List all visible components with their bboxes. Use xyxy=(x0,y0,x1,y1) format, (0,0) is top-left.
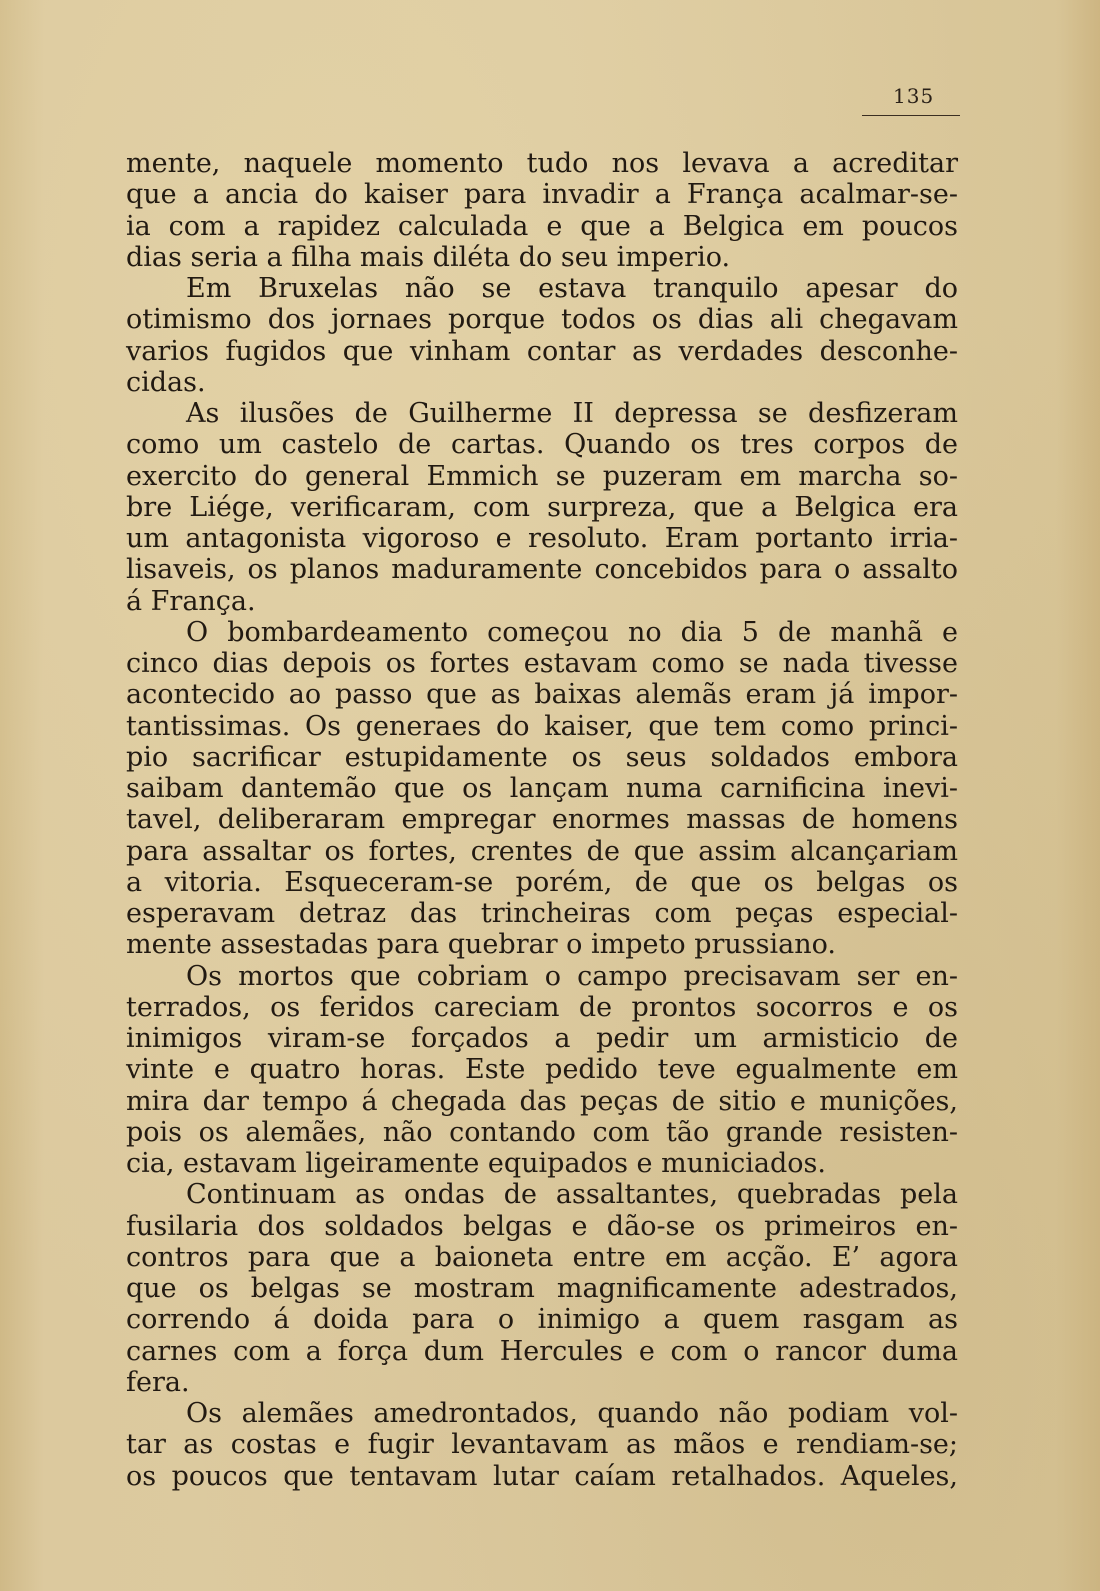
text-line: pois os alemães, não contando com tão grande resisten- xyxy=(126,1116,958,1148)
text-line: cia, estavam ligeiramente equipados e municiados. xyxy=(126,1148,826,1179)
text-line: varios fugidos que vinham contar as verdades desconhe- xyxy=(126,335,958,367)
text-line: O bombardeamento começou no dia 5 de manhã e xyxy=(186,616,958,648)
header-rule xyxy=(862,115,960,116)
text-line: Em Bruxelas não se estava tranquilo apesar do xyxy=(186,273,958,304)
text-line: mente assestadas para quebrar o impeto prussiano. xyxy=(126,929,836,961)
body-text xyxy=(126,148,958,1492)
text-line: fera. xyxy=(126,1366,190,1398)
text-line: acontecido ao passo que as baixas alemãs eram já impor- xyxy=(126,679,958,711)
text-line: Os mortos que cobriam o campo precisavam ser en- xyxy=(186,960,958,992)
text-line: exercito do general Emmich se puzeram em marcha so- xyxy=(126,460,958,492)
text-line: Os alemães amedrontados, quando não podiam vol- xyxy=(186,1398,958,1429)
text-line: para assaltar os fortes, crentes de que assim alcançariam xyxy=(126,835,958,867)
page-number: 135 xyxy=(893,84,935,108)
text-line: pio sacrificar estupidamente os seus soldados embora xyxy=(126,741,958,773)
text-line: ia com a rapidez calculada e que a Belgica em poucos xyxy=(126,210,958,242)
text-line: fusilaria dos soldados belgas e dão-se os primeiros en- xyxy=(126,1210,958,1242)
text-line: contros para que a baioneta entre em acção. E’ agora xyxy=(126,1241,958,1273)
text-line: Continuam as ondas de assaltantes, quebradas pela xyxy=(186,1179,958,1211)
text-line: os poucos que tentavam lutar caíam retalhados. Aqueles, xyxy=(126,1460,958,1492)
text-line: tavel, deliberaram empregar enormes massas de homens xyxy=(126,804,958,836)
text-line: dias seria a filha mais diléta do seu imperio. xyxy=(126,241,731,273)
text-line: mente, naquele momento tudo nos levava a acreditar xyxy=(126,148,958,179)
text-line: otimismo dos jornaes porque todos os dias ali chegavam xyxy=(126,304,958,336)
text-line: As ilusões de Guilherme II depressa se desfizeram xyxy=(186,398,958,429)
text-line: mira dar tempo á chegada das peças de sitio e munições, xyxy=(126,1085,958,1117)
text-line: bre Liége, verificaram, com surpreza, que a Belgica era xyxy=(126,491,958,523)
text-line: saibam dantemão que os lançam numa carnificina inevi- xyxy=(126,773,958,804)
text-line: carnes com a força dum Hercules e com o rancor duma xyxy=(126,1335,958,1367)
text-line: vinte e quatro horas. Este pedido teve egualmente em xyxy=(126,1054,958,1086)
text-line: como um castelo de cartas. Quando os tres corpos de xyxy=(126,429,958,461)
text-line: tantissimas. Os generaes do kaiser, que tem como princi- xyxy=(126,710,958,742)
text-line: cinco dias depois os fortes estavam como se nada tivesse xyxy=(126,648,958,679)
text-line: inimigos viram-se forçados a pedir um armisticio de xyxy=(126,1023,958,1054)
text-line: que os belgas se mostram magnificamente adestrados, xyxy=(126,1273,958,1304)
text-line: á França. xyxy=(126,585,256,617)
text-line: tar as costas e fugir levantavam as mãos e rendiam-se; xyxy=(126,1429,958,1461)
text-line: um antagonista vigoroso e resoluto. Eram portanto irria- xyxy=(126,523,958,554)
text-line: esperavam detraz das trincheiras com peças especial- xyxy=(126,898,958,929)
text-line: lisaveis, os planos maduramente concebidos para o assalto xyxy=(126,554,958,586)
text-line: a vitoria. Esqueceram-se porém, de que os belgas os xyxy=(126,866,958,898)
text-line: que a ancia do kaiser para invadir a França acalmar-se- xyxy=(126,179,958,211)
text-line: cidas. xyxy=(126,366,206,398)
text-line: terrados, os feridos careciam de prontos socorros e os xyxy=(126,991,958,1023)
text-line: correndo á doida para o inimigo a quem rasgam as xyxy=(126,1304,958,1336)
